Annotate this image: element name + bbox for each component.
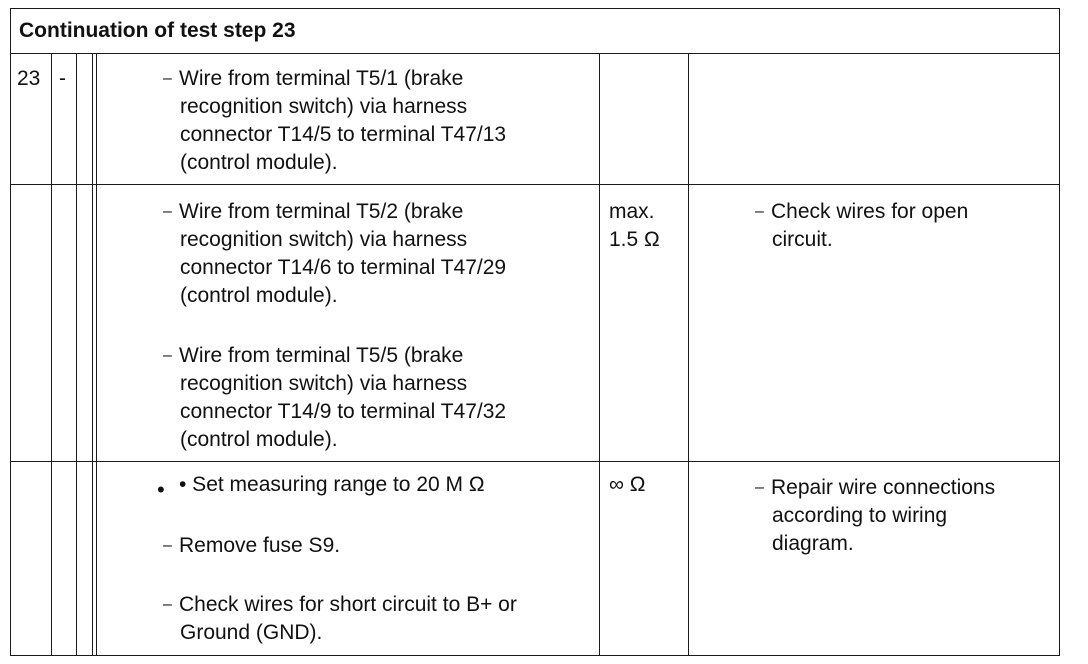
instruction-line: (control module).	[180, 151, 338, 174]
col-divider-remedy	[688, 53, 689, 655]
instruction-line: connector T14/6 to terminal T47/29	[180, 256, 507, 279]
dash-marker: –	[163, 347, 172, 364]
dash-marker: –	[163, 203, 172, 220]
spec-value: ∞ Ω	[609, 473, 646, 496]
instruction-line: Wire from terminal T5/5 (brake	[179, 344, 464, 367]
instruction-line: (control module).	[180, 284, 338, 307]
remedy-line: according to wiring	[772, 504, 948, 527]
dash-marker: –	[163, 596, 172, 613]
step-number: 23	[17, 67, 41, 90]
header-divider	[11, 53, 1059, 54]
spec-value: max.	[609, 200, 655, 223]
instruction-line: Remove fuse S9.	[179, 534, 341, 557]
instruction-line: • Set measuring range to 20 M Ω	[179, 473, 485, 496]
col-divider-sub2	[92, 53, 93, 655]
col-divider-spec	[599, 53, 600, 655]
table-title: Continuation of test step 23	[19, 19, 296, 42]
instruction-line: recognition switch) via harness	[180, 228, 468, 251]
remedy-line: circuit.	[772, 228, 833, 251]
row-divider-2	[11, 461, 1059, 462]
row-divider-1	[11, 184, 1059, 185]
dash-marker: –	[755, 203, 764, 220]
remedy-line: diagram.	[772, 532, 854, 555]
remedy-line: Check wires for open	[771, 200, 969, 223]
instruction-line: Ground (GND).	[180, 621, 323, 644]
col-divider-sub3	[96, 53, 97, 655]
instruction-line: connector T14/9 to terminal T47/32	[180, 400, 507, 423]
spec-value: 1.5 Ω	[609, 228, 660, 251]
instruction-line: connector T14/5 to terminal T47/13	[180, 123, 507, 146]
instruction-line: (control module).	[180, 428, 338, 451]
remedy-line: Repair wire connections	[771, 476, 996, 499]
instruction-line: recognition switch) via harness	[180, 95, 468, 118]
bullet-marker: •	[157, 477, 165, 502]
sub-step-marker: -	[59, 67, 66, 90]
dash-marker: –	[755, 479, 764, 496]
instruction-line: Wire from terminal T5/1 (brake	[179, 67, 464, 90]
instruction-line: recognition switch) via harness	[180, 372, 468, 395]
test-step-table	[10, 8, 1060, 656]
col-divider-step	[51, 53, 52, 655]
instruction-line: Wire from terminal T5/2 (brake	[179, 200, 464, 223]
dash-marker: –	[163, 537, 172, 554]
dash-marker: –	[163, 70, 172, 87]
instruction-line: Check wires for short circuit to B+ or	[179, 593, 517, 616]
col-divider-sub	[76, 53, 77, 655]
